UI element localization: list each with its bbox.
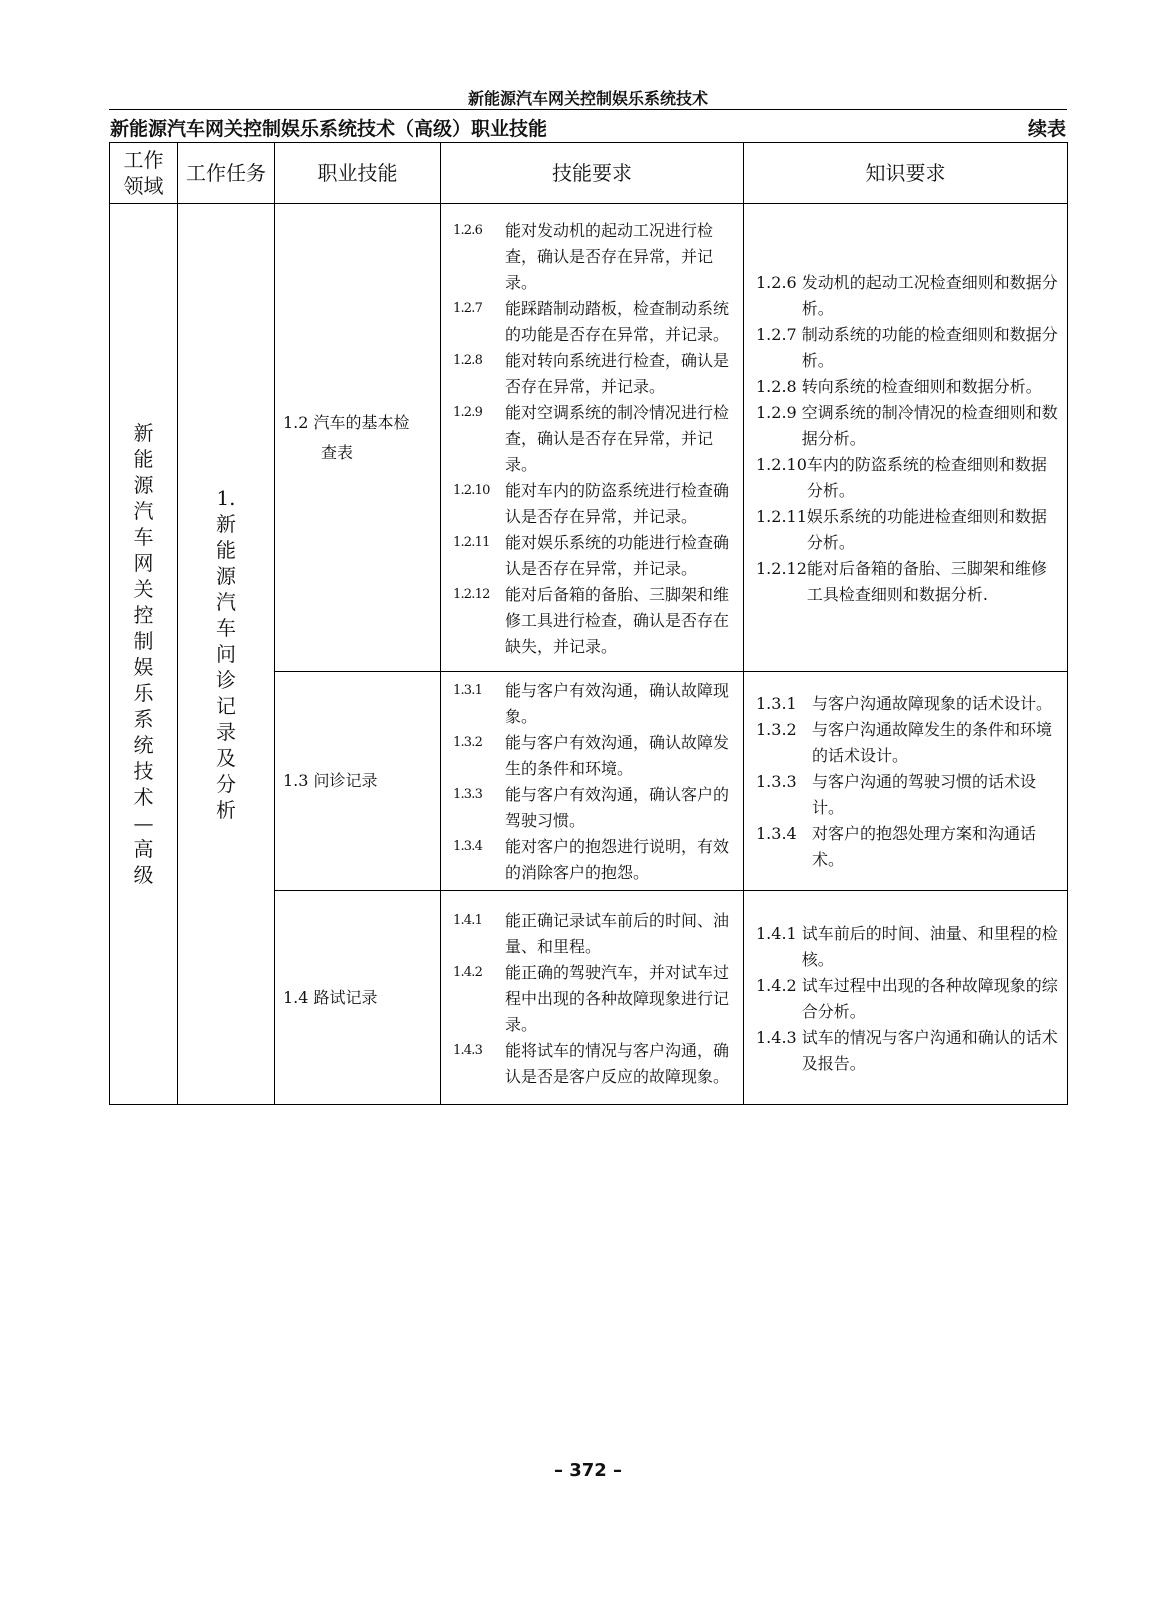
requirement-text: 发动机的起动工况检查细则和数据分析。 [801,272,1058,318]
requirement-text: 能对后备箱的备胎、三脚架和维修工具进行检查，确认是否存在缺失，并记录。 [505,584,730,656]
requirement-text: 能踩踏制动踏板，检查制动系统的功能是否存在异常，并记录。 [505,298,730,344]
requirement-number: 1.2.9 [756,402,802,422]
work-domain-cell [110,204,178,1105]
knowledge-requirements-list [744,915,1067,1081]
requirement-number: 1.2.6 [756,272,802,292]
knowledge-requirement-item [756,556,1061,608]
requirement-number: 1.2.12 [453,586,490,602]
knowledge-requirement-item [756,717,1061,769]
requirement-text: 能将试车的情况与客户沟通，确认是否是客户反应的故障现象。 [505,1040,730,1086]
skill-requirement-item [453,834,737,886]
requirement-number: 1.2.12 [756,558,807,578]
knowledge-requirement-item [756,400,1061,452]
column-header-work-task: 工作任务 [178,143,275,204]
table-row [110,204,1068,672]
column-header-work-domain: 工作领域 [110,143,178,204]
requirement-number: 1.4.2 [756,975,802,995]
skill-requirement-item [453,908,737,960]
knowledge-requirement-item [756,921,1061,973]
knowledge-requirements-cell [744,891,1068,1105]
skill-requirements-cell [441,204,744,672]
knowledge-requirement-item [756,1025,1061,1077]
work-task-text: 1.新能源汽车问诊记录及分析 [216,486,236,822]
requirement-text: 转向系统的检查细则和数据分析。 [801,376,1042,396]
requirement-number: 1.4.3 [756,1027,802,1047]
requirement-text: 能对后备箱的备胎、三脚架和维修工具检查细则和数据分析. [806,558,1047,604]
skill-requirement-item [453,478,737,530]
column-header-knowledge-requirements: 知识要求 [744,143,1068,204]
skills-table [109,142,1068,1105]
requirement-number: 1.3.1 [756,694,812,713]
requirement-number: 1.2.6 [453,222,483,238]
table-continued-label: 续表 [1027,118,1066,140]
requirement-text: 能与客户有效沟通，确认故障现象。 [505,681,730,726]
requirement-number: 1.2.10 [453,482,490,498]
requirement-number: 1.3.1 [453,683,483,698]
requirement-text: 能与客户有效沟通，确认客户的驾驶习惯。 [505,785,730,830]
requirement-number: 1.2.8 [756,376,802,396]
requirement-number: 1.3.2 [453,735,483,750]
requirement-text: 对客户的抱怨处理方案和沟通话术。 [811,824,1036,869]
knowledge-requirement-item [756,821,1061,873]
requirement-number: 1.4.3 [453,1042,483,1058]
work-domain-text: 新能源汽车网关控制娱乐系统技术—高级 [133,421,154,887]
skill-name: 1.3 问诊记录 [283,771,378,790]
skill-cell [275,672,441,891]
skill-requirement-item [453,960,737,1038]
skill-requirement-item [453,348,737,400]
knowledge-requirement-item [756,973,1061,1025]
skill-name: 1.2 汽车的基本检 查表 [283,412,410,462]
requirement-number: 1.2.8 [453,352,483,368]
knowledge-requirement-item [756,270,1061,322]
skill-requirement-item [453,218,737,296]
skill-requirement-item [453,678,737,730]
requirement-number: 1.3.3 [453,787,483,802]
requirement-number: 1.2.11 [756,506,807,526]
requirement-text: 能正确记录试车前后的时间、油量、和里程。 [505,910,730,956]
requirement-text: 娱乐系统的功能进检查细则和数据分析。 [806,506,1047,552]
knowledge-requirement-item [756,452,1061,504]
knowledge-requirements-list [744,685,1067,877]
knowledge-requirements-cell [744,204,1068,672]
skill-cell [275,891,441,1105]
requirement-text: 能对娱乐系统的功能进行检查确认是否存在异常，并记录。 [505,532,730,578]
skill-requirement-item [453,530,737,582]
requirement-number: 1.3.4 [453,839,483,854]
skill-cell [275,204,441,672]
requirement-text: 能对空调系统的制冷情况进行检查，确认是否存在异常，并记录。 [505,402,730,474]
requirement-number: 1.4.1 [756,923,802,943]
requirement-number: 1.2.7 [756,324,802,344]
requirement-text: 能与客户有效沟通，确认故障发生的条件和环境。 [505,733,730,778]
skill-requirements-list [441,672,743,890]
requirement-text: 试车前后的时间、油量、和里程的检核。 [801,923,1058,969]
header-rule [109,109,1067,110]
knowledge-requirement-item [756,374,1061,400]
requirement-text: 能对车内的防盗系统进行检查确认是否存在异常，并记录。 [505,480,730,526]
requirement-text: 能对转向系统进行检查，确认是否存在异常，并记录。 [505,350,730,396]
skill-requirement-item [453,1038,737,1090]
knowledge-requirement-item [756,769,1061,821]
knowledge-requirement-item [756,691,1061,717]
skill-requirements-cell [441,891,744,1105]
requirement-text: 能对发动机的起动工况进行检查，确认是否存在异常，并记录。 [505,220,714,292]
requirement-text: 与客户沟通故障现象的话术设计。 [811,694,1052,713]
page-number: – 372 – [553,1460,623,1481]
requirement-number: 1.2.11 [453,534,490,550]
requirement-text: 空调系统的制冷情况的检查细则和数据分析。 [801,402,1058,448]
skill-requirement-item [453,730,737,782]
requirement-number: 1.3.4 [756,824,812,843]
requirement-number: 1.4.2 [453,964,483,980]
requirement-text: 能对客户的抱怨进行说明，有效的消除客户的抱怨。 [505,837,730,882]
skill-requirement-item [453,296,737,348]
knowledge-requirements-cell [744,672,1068,891]
knowledge-requirements-list [744,264,1067,612]
requirement-number: 1.4.1 [453,912,483,928]
skill-name: 1.4 路试记录 [283,987,378,1007]
work-task-cell [178,204,275,1105]
requirement-number: 1.3.3 [756,772,812,791]
requirement-number: 1.2.10 [756,454,807,474]
column-header-skill: 职业技能 [275,143,441,204]
requirement-text: 试车过程中出现的各种故障现象的综合分析。 [801,975,1058,1021]
knowledge-requirement-item [756,322,1061,374]
table-title: 新能源汽车网关控制娱乐系统技术（高级）职业技能 [110,118,548,140]
requirement-number: 1.3.2 [756,720,812,739]
skill-requirements-cell [441,672,744,891]
requirement-text: 能正确的驾驶汽车，并对试车过程中出现的各种故障现象进行记录。 [505,962,730,1034]
skill-requirements-list [441,212,743,664]
requirement-text: 试车的情况与客户沟通和确认的话术及报告。 [801,1027,1058,1073]
requirement-number: 1.2.7 [453,300,483,316]
requirement-text: 车内的防盗系统的检查细则和数据分析。 [806,454,1047,500]
requirement-text: 制动系统的功能的检查细则和数据分析。 [801,324,1058,370]
table-header-row [110,143,1068,204]
skill-requirement-item [453,782,737,834]
requirement-text: 与客户沟通故障发生的条件和环境的话术设计。 [811,720,1052,765]
column-header-skill-requirements: 技能要求 [441,143,744,204]
requirement-text: 与客户沟通的驾驶习惯的话术设计。 [811,772,1036,817]
requirement-number: 1.2.9 [453,404,483,420]
knowledge-requirement-item [756,504,1061,556]
skill-requirements-list [441,902,743,1094]
skill-requirement-item [453,400,737,478]
running-header: 新能源汽车网关控制娱乐系统技术 [467,89,708,108]
skill-requirement-item [453,582,737,660]
